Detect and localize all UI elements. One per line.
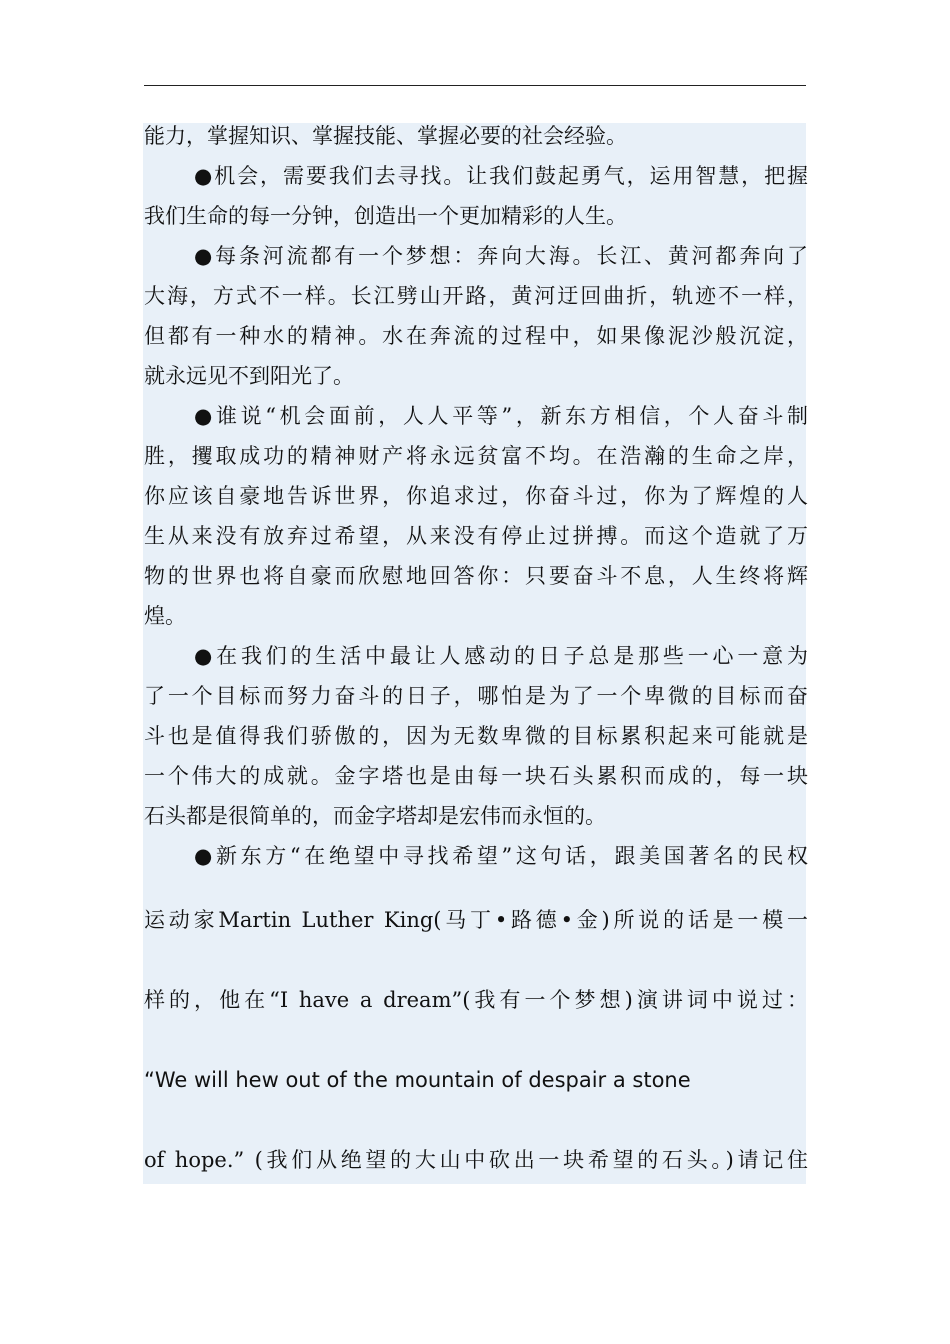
text-line: 你应该自豪地告诉世界，你追求过，你奋斗过，你为了辉煌的人: [144, 484, 808, 508]
text-line: ●在我们的生活中最让人感动的日子总是那些一心一意为: [194, 644, 808, 668]
text-line: ●新东方“在绝望中寻找希望”这句话，跟美国著名的民权: [194, 844, 808, 868]
text-line: ●机会，需要我们去寻找。让我们鼓起勇气，运用智慧，把握: [194, 164, 808, 188]
text-line: ●每条河流都有一个梦想：奔向大海。长江、黄河都奔向了: [194, 244, 808, 268]
text-line: “We will hew out of the mountain of despair a stone: [144, 1068, 691, 1092]
text-line: 就永远见不到阳光了。: [144, 364, 354, 388]
text-line: 斗也是值得我们骄傲的，因为无数卑微的目标累积起来可能就是: [144, 724, 808, 748]
text-line: 了一个目标而努力奋斗的日子，哪怕是为了一个卑微的目标而奋: [144, 684, 808, 708]
text-line: 物的世界也将自豪而欣慰地回答你：只要奋斗不息，人生终将辉: [144, 564, 808, 588]
header-rule: [144, 85, 806, 86]
text-line: 生从来没有放弃过希望，从来没有停止过拼搏。而这个造就了万: [144, 524, 808, 548]
text-line: 一个伟大的成就。金字塔也是由每一块石头累积而成的，每一块: [144, 764, 808, 788]
text-line: ●谁说“机会面前，人人平等”，新东方相信，个人奋斗制: [194, 404, 808, 428]
text-line: 煌。: [144, 604, 186, 628]
text-line: 石头都是很简单的，而金字塔却是宏伟而永恒的。: [144, 804, 606, 828]
text-line: 运动家Martin Luther King(马丁•路德•金)所说的话是一模一: [144, 908, 808, 932]
text-line: 我们生命的每一分钟，创造出一个更加精彩的人生。: [144, 204, 627, 228]
text-line: 但都有一种水的精神。水在奔流的过程中，如果像泥沙般沉淀，: [144, 324, 808, 348]
text-line: 能力，掌握知识、掌握技能、掌握必要的社会经验。: [144, 124, 627, 148]
text-line: 样的，他在“I have a dream”(我有一个梦想)演讲词中说过：: [144, 988, 808, 1012]
text-line: 胜，攫取成功的精神财产将永远贫富不均。在浩瀚的生命之岸，: [144, 444, 808, 468]
text-line: 大海，方式不一样。长江劈山开路，黄河迂回曲折，轨迹不一样，: [144, 284, 808, 308]
text-line: of hope.” (我们从绝望的大山中砍出一块希望的石头。)请记住: [144, 1148, 808, 1172]
